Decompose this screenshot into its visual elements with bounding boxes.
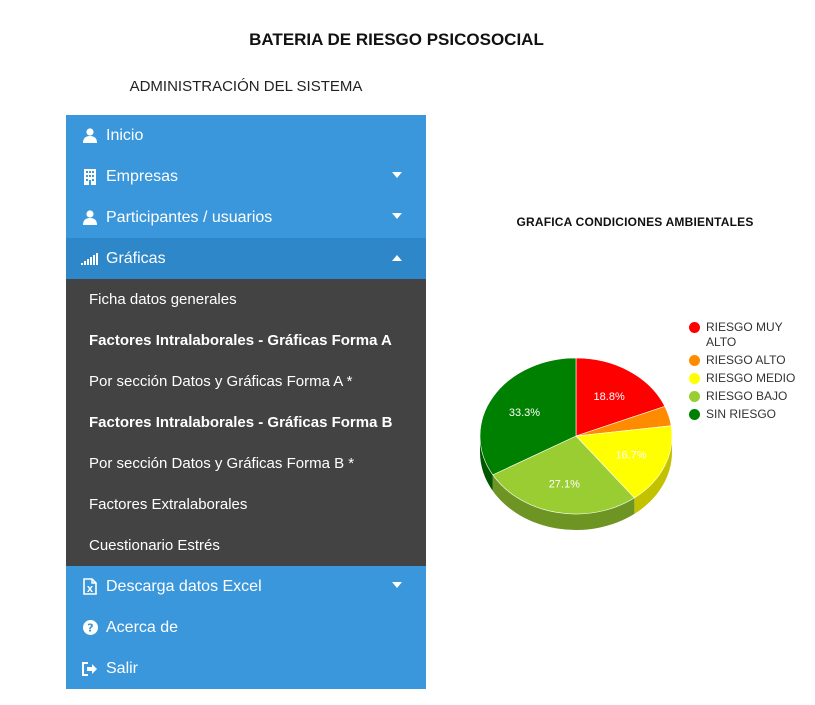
menu-item-empresas[interactable] [66, 156, 426, 197]
menu-item-inicio[interactable] [66, 115, 426, 156]
question-circle-icon [80, 618, 100, 638]
legend-label: RIESGO MEDIO [706, 371, 796, 385]
chart-legend [689, 320, 796, 425]
pie-data-label: 33.3% [508, 406, 541, 419]
pie-data-label: 18.8% [593, 390, 625, 403]
svg-text:X: X [86, 585, 94, 594]
legend-item[interactable] [689, 320, 796, 350]
excel-file-icon [80, 577, 100, 597]
legend-swatch [689, 409, 700, 420]
legend-label: SIN RIESGO [706, 407, 777, 421]
submenu-item-seccion-b[interactable]: Por sección Datos y Gráficas Forma B * [89, 455, 355, 472]
page-title: BATERIA DE RIESGO PSICOSOCIAL [249, 30, 544, 49]
pie-chart [470, 350, 680, 550]
menu-item-descarga[interactable] [66, 566, 426, 607]
pie-data-label: 16.7% [615, 449, 647, 462]
legend-label: RIESGO MUY ALTO [706, 320, 783, 349]
menu-item-label: Acerca de [106, 618, 179, 636]
menu-item-label: Empresas [106, 167, 179, 185]
user-icon [80, 208, 100, 228]
submenu-item-extralaborales[interactable]: Factores Extralaborales [89, 496, 248, 513]
chart-title: GRAFICA CONDICIONES AMBIENTALES [516, 215, 754, 229]
sign-out-icon [80, 659, 100, 679]
legend-swatch [689, 391, 700, 402]
legend-item[interactable] [689, 353, 796, 368]
chevron-down-icon[interactable] [392, 213, 402, 219]
admin-title: ADMINISTRACIÓN DEL SISTEMA [129, 78, 363, 95]
menu-item-salir[interactable] [66, 648, 426, 689]
pie-data-label: 27.1% [548, 478, 580, 491]
menu-item-label: Salir [106, 659, 139, 677]
chevron-down-icon[interactable] [392, 172, 402, 178]
svg-text:?: ? [86, 621, 94, 635]
submenu-item-intralaborales-b[interactable]: Factores Intralaborales - Gráficas Forma B [89, 414, 393, 431]
menu-item-graficas[interactable] [66, 238, 426, 279]
submenu-item-ficha[interactable]: Ficha datos generales [89, 291, 237, 308]
legend-item[interactable] [689, 389, 796, 404]
legend-swatch [689, 322, 700, 333]
submenu-item-estres[interactable]: Cuestionario Estrés [89, 537, 220, 554]
submenu-item-intralaborales-a[interactable]: Factores Intralaborales - Gráficas Forma A [89, 332, 392, 349]
legend-swatch [689, 355, 700, 366]
user-icon [80, 126, 100, 146]
chevron-up-icon[interactable] [392, 255, 402, 261]
graficas-submenu [66, 279, 426, 566]
submenu-item-seccion-a[interactable]: Por sección Datos y Gráficas Forma A * [89, 373, 353, 390]
signal-bars-icon [80, 249, 100, 269]
building-icon [80, 167, 100, 187]
legend-item[interactable] [689, 407, 796, 422]
legend-label: RIESGO BAJO [706, 389, 788, 403]
menu-item-label: Gráficas [106, 249, 166, 267]
menu-item-acerca[interactable] [66, 607, 426, 648]
menu-item-label: Participantes / usuarios [106, 208, 273, 226]
chevron-down-icon[interactable] [392, 582, 402, 588]
legend-item[interactable] [689, 371, 796, 386]
legend-swatch [689, 373, 700, 384]
menu-item-label: Descarga datos Excel [106, 577, 262, 595]
legend-label: RIESGO ALTO [706, 353, 786, 367]
menu-item-participantes[interactable] [66, 197, 426, 238]
menu-item-label: Inicio [106, 126, 144, 144]
sidebar-menu [66, 115, 426, 689]
